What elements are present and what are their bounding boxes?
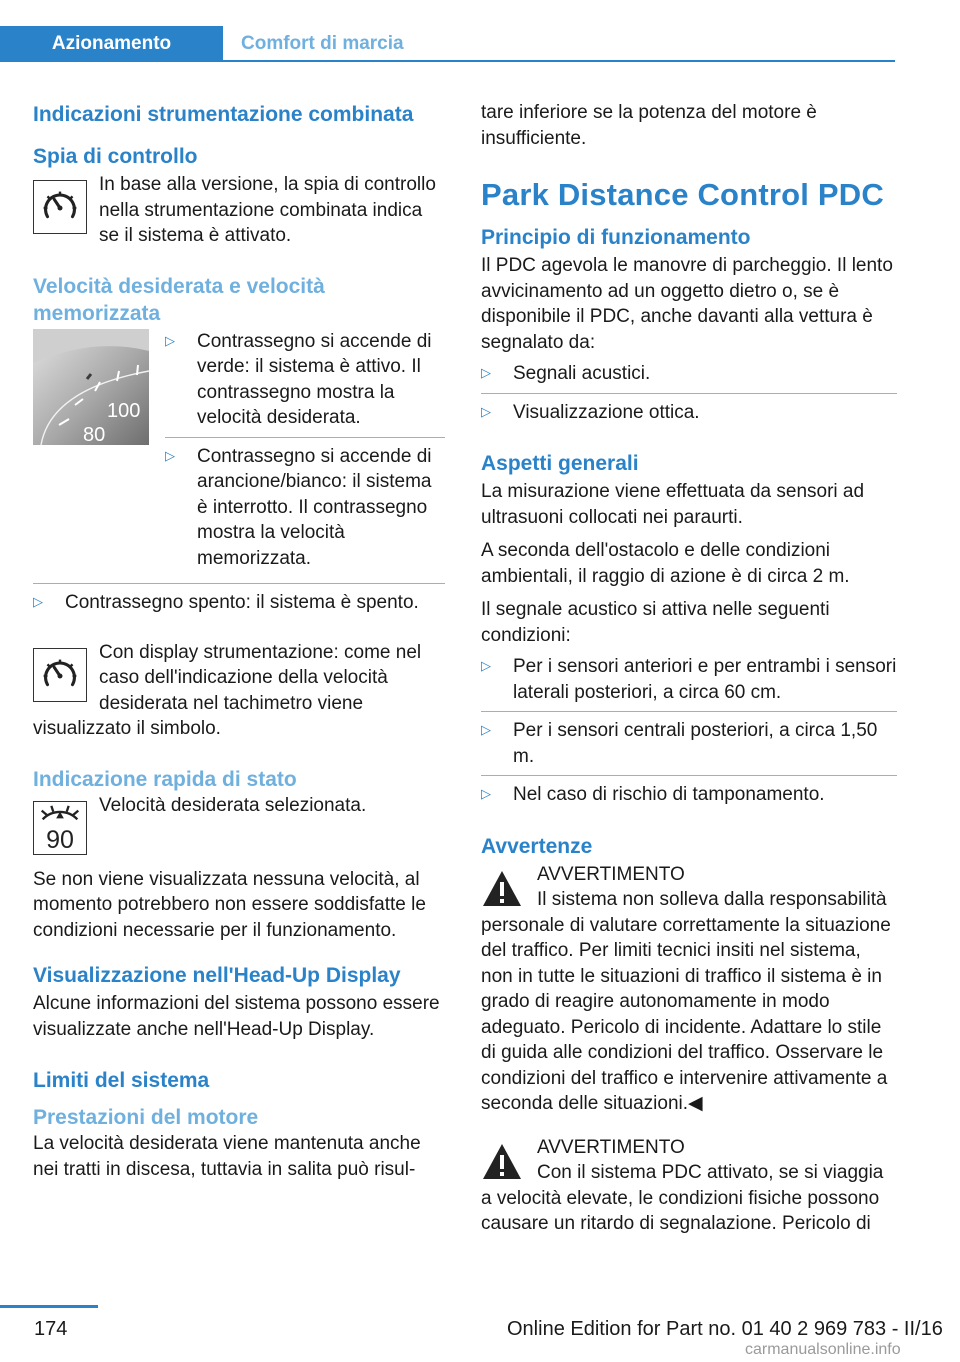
- chapter-heading: Park Distance Control PDC: [481, 177, 884, 212]
- warning-text: Il sistema non solleva dalla responsabilità personale di valutare correttamente la situazione del traffico. Per limiti tecnici insiti nel sistema, non in tutte le situazioni di traffico il sistema è in grado di reagire autonomamente in modo adeguato. Pericolo di incidente. Adattare lo stile di guida alle condizioni del traffico. Osservare le condizioni del traffico e intervenire attivamente a seconda delle situazioni.◀: [481, 889, 891, 1114]
- list-item: ▷ Segnali acustici.: [481, 363, 651, 384]
- list-item: ▷ Contrassegno si accende di arancione/bianco: il sistema è interrotto. Il contrassegno mostra la velocità memorizzata.: [165, 445, 432, 569]
- prest-text: La velocità desiderata viene mantenuta anche nei tratti in discesa, tuttavia in salita può risul-: [33, 1133, 421, 1180]
- principio-text: Il PDC agevola le manovre di parcheggio. Il lento avvicinamento ad un oggetto dietro o, se è disponibile il PDC, anche davanti alla vettura è segnalato da:: [481, 255, 893, 353]
- divider: [481, 711, 897, 712]
- subsection-heading: Visualizzazione nell'Head-Up Display: [33, 964, 401, 987]
- warning-block-2: [481, 1135, 897, 1237]
- list-item: ▷ Per i sensori centrali posteriori, a circa 1,50 m.: [481, 720, 878, 767]
- divider: [481, 775, 897, 776]
- divider: [165, 437, 445, 438]
- bullet-triangle-icon: ▷: [481, 365, 491, 380]
- edition-text: Online Edition for Part no. 01 40 2 969 783 - II/16: [507, 1318, 943, 1340]
- subsection-heading: Prestazioni del motore: [33, 1106, 259, 1129]
- tab-azionamento[interactable]: Azionamento: [0, 26, 223, 62]
- gauge-mark-100: 100: [107, 399, 141, 422]
- subsection-heading: Velocità desiderata e velocità memorizzata: [33, 274, 325, 325]
- speedometer-photo: [33, 329, 149, 445]
- bullet-triangle-icon: ▷: [481, 722, 491, 737]
- subsection-heading: Avvertenze: [481, 834, 593, 858]
- aspetti-p2: A seconda dell'ostacolo e delle condizioni ambientali, il raggio di azione è di circa 2 m.: [481, 540, 850, 587]
- header-rule: [0, 60, 895, 62]
- rapida-note: Se non viene visualizzata nessuna velocità, al momento potrebbero non essere soddisfatte le condizioni necessarie per il funzionamento.: [33, 868, 426, 941]
- speed-90-icon: [33, 801, 87, 855]
- subsection-heading: Principio di funzionamento: [481, 226, 751, 249]
- vel-block: [33, 323, 445, 616]
- warning-block-1: [481, 862, 897, 1117]
- display-text: Con display strumentazione: come nel caso dell'indicazione della velocità desiderata nel tachimetro viene visualizzato il simbolo.: [33, 641, 422, 739]
- warning-icon: [481, 868, 523, 910]
- warning-icon: [481, 1141, 523, 1183]
- divider: [481, 393, 897, 394]
- bullet-triangle-icon: ▷: [165, 332, 175, 348]
- tab-comfort-di-marcia[interactable]: Comfort di marcia: [241, 33, 404, 54]
- list-item: ▷ Nel caso di rischio di tamponamento.: [481, 784, 825, 805]
- cruise-control-icon: [33, 180, 87, 234]
- divider: [33, 583, 445, 584]
- subsection-heading: Aspetti generali: [481, 452, 639, 475]
- bullet-triangle-icon: ▷: [481, 786, 491, 801]
- bullet-triangle-icon: ▷: [165, 447, 175, 463]
- hud-text: Alcune informazioni del sistema possono essere visualizzate anche nell'Head-Up Display.: [33, 993, 440, 1040]
- bullet-triangle-icon: ▷: [481, 403, 491, 419]
- list-item: ▷ Visualizzazione ottica.: [481, 401, 700, 423]
- gauge-mark-80: 80: [83, 423, 106, 445]
- subsection-heading: Spia di controllo: [33, 145, 198, 168]
- bullet-triangle-icon: ▷: [481, 658, 491, 673]
- list-item: ▷ Contrassegno si accende di verde: il sistema è attivo. Il contrassegno mostra la velocità desiderata.: [165, 330, 432, 428]
- cruise-control-icon: [33, 648, 87, 702]
- spia-text: In base alla versione, la spia di controllo nella strumentazione combinata indica se il sistema è attivato.: [99, 174, 436, 246]
- subsection-heading: Limiti del sistema: [33, 1069, 210, 1092]
- warning-title: AVVERTIMENTO: [537, 1136, 685, 1158]
- footer-rule: [0, 1305, 98, 1308]
- left-column: [33, 100, 445, 1182]
- list-item: ▷ Per i sensori anteriori e per entrambi i sensori laterali posteriori, a circa 60 cm.: [481, 656, 897, 703]
- section-heading: Indicazioni strumentazione combinata: [33, 103, 414, 126]
- aspetti-p1: La misurazione viene effettuata da sensori ad ultrasuoni collocati nei paraurti.: [481, 481, 865, 528]
- spia-block: [33, 172, 445, 249]
- warning-text: Con il sistema PDC attivato, se si viaggia a velocità elevate, le condizioni fisiche possono causare un ritardo di segnalazione. Pericolo di: [481, 1162, 884, 1234]
- watermark[interactable]: carmanualsonline.info: [745, 1341, 901, 1358]
- subsection-heading: Indicazione rapida di stato: [33, 767, 297, 791]
- right-column: [481, 100, 897, 1237]
- page-number: 174: [34, 1318, 68, 1340]
- list-item: ▷ Contrassegno spento: il sistema è spento.: [33, 592, 419, 613]
- speed-value: 90: [46, 825, 74, 854]
- prest-continued: tare inferiore se la potenza del motore è insufficiente.: [481, 102, 817, 149]
- warning-title: AVVERTIMENTO: [537, 863, 685, 885]
- rapida-text: Velocità desiderata selezionata.: [99, 794, 367, 816]
- header-tabs: [0, 26, 895, 62]
- bullet-triangle-icon: ▷: [33, 594, 43, 609]
- aspetti-p3: Il segnale acustico si attiva nelle seguenti condizioni:: [481, 599, 830, 646]
- rapida-block: [33, 793, 445, 859]
- display-block: [33, 640, 445, 742]
